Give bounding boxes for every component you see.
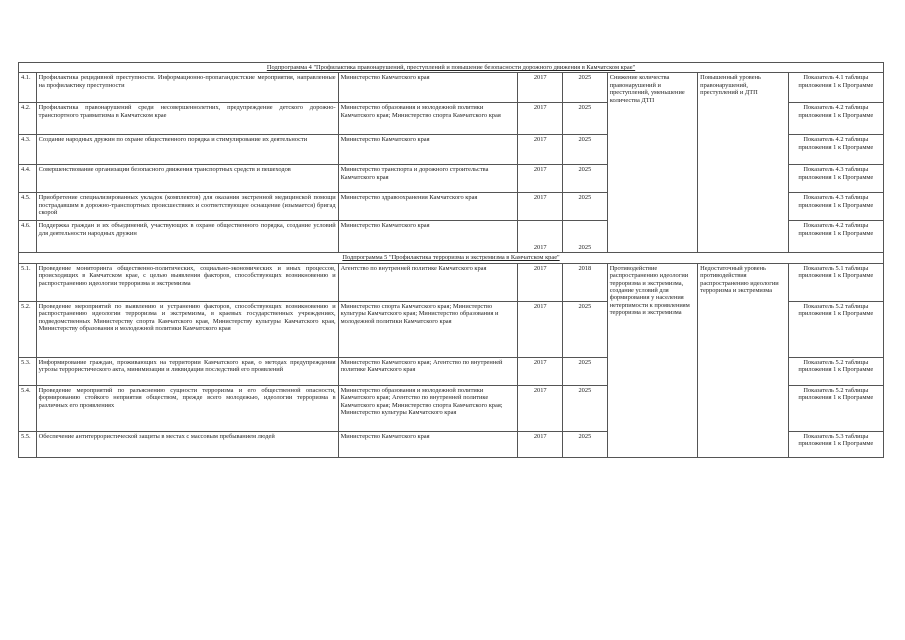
end-year: 2025: [563, 221, 608, 253]
measure-number: 4.3.: [19, 135, 37, 165]
end-year: 2025: [563, 301, 608, 357]
subprogram-header-row: [19, 253, 884, 263]
end-year: 2025: [563, 135, 608, 165]
start-year: 2017: [518, 165, 563, 193]
measure-name: Совершенствование организации безопасного движения транспортных средств и пешеходов: [36, 165, 338, 193]
indicator-reference: Показатель 5.2 таблицы приложения 1 к Программе: [788, 301, 883, 357]
measures-table: [18, 62, 884, 458]
measure-name: Проведение мероприятий по разъяснению сущности терроризма и его общественной опасности, формированию стойкого неприятия обществом, прежде всего молодежью, идеологии терроризма в различных его проявлениях: [36, 385, 338, 431]
subprogram-title-text: Подпрограмма 4 "Профилактика правонарушений, преступлений и повышение безопасности дорожного движения в Камчатском крае": [266, 64, 636, 71]
measure-executor: Министерство спорта Камчатского края; Министерство культуры Камчатского края; Министерство образования и молодежной политики Камчатского края: [338, 301, 518, 357]
start-year: 2017: [518, 135, 563, 165]
indicator-reference: Показатель 5.1 таблицы приложения 1 к Программе: [788, 263, 883, 301]
start-year: 2017: [518, 301, 563, 357]
measures-table-page: [18, 62, 884, 492]
measure-number: 4.5.: [19, 193, 37, 221]
indicator-reference: Показатель 5.2 таблицы приложения 1 к Программе: [788, 357, 883, 385]
measure-executor: Министерство здравоохранения Камчатского края: [338, 193, 518, 221]
measure-executor: Министерство транспорта и дорожного строительства Камчатского края: [338, 165, 518, 193]
subprogram-title: [19, 63, 884, 73]
indicator-reference: Показатель 5.3 таблицы приложения 1 к Программе: [788, 431, 883, 457]
measure-executor: Министерство Камчатского края: [338, 135, 518, 165]
end-year: 2025: [563, 193, 608, 221]
end-year: 2025: [563, 165, 608, 193]
end-year: 2025: [563, 73, 608, 103]
measure-executor: Министерство образования и молодежной политики Камчатского края; Агентство по внутренней политике Камчатского края; Министерство спорта Камчатского края; Министерство культуры Камчатского края: [338, 385, 518, 431]
start-year: 2017: [518, 357, 563, 385]
indicator-reference: Показатель 4.2 таблицы приложения 1 к Программе: [788, 135, 883, 165]
measure-number: 5.1.: [19, 263, 37, 301]
indicator-reference: Показатель 4.2 таблицы приложения 1 к Программе: [788, 103, 883, 135]
measure-name: Поддержка граждан и их объединений, участвующих в охране общественного порядка, создание условий для деятельности народных дружин: [36, 221, 338, 253]
measure-name: Профилактика правонарушений среди несовершеннолетних, предупреждение детского дорожно-транспортного травматизма в Камчатском крае: [36, 103, 338, 135]
end-year: 2025: [563, 357, 608, 385]
subprogram-header-row: [19, 63, 884, 73]
measure-number: 5.2.: [19, 301, 37, 357]
measure-executor: Агентство по внутренней политике Камчатского края: [338, 263, 518, 301]
end-year: 2025: [563, 385, 608, 431]
measure-name: Приобретение специализированных укладок (комплектов) для оказания экстренной медицинской помощи пострадавшим в дорожно-транспортных происшествиях и соответствующее оснащение (изымается) бригад скорой: [36, 193, 338, 221]
non-implementation-risk: Повышенный уровень правонарушений, преступлений и ДТП: [698, 73, 788, 253]
start-year: 2017: [518, 221, 563, 253]
measure-name: Проведение мероприятий по выявлению и устранению факторов, способствующих возникновению и распространению идеологии терроризма и экстремизма, в краевых государственных учреждениях, подведомственных Министерству спорта Камчатского края, Министерству культуры Камчатского края, Министерству образования и молодежной политики Камчатского края: [36, 301, 338, 357]
measure-number: 5.5.: [19, 431, 37, 457]
start-year: 2017: [518, 73, 563, 103]
end-year: 2018: [563, 263, 608, 301]
measure-executor: Министерство Камчатского края: [338, 221, 518, 253]
start-year: 2017: [518, 431, 563, 457]
non-implementation-risk: Недостаточный уровень противодействия распространению идеологии терроризма и экстремизма: [698, 263, 788, 457]
start-year: 2017: [518, 193, 563, 221]
start-year: 2017: [518, 385, 563, 431]
indicator-reference: Показатель 4.2 таблицы приложения 1 к Программе: [788, 221, 883, 253]
subprogram-title-text: Подпрограмма 5 "Профилактика терроризма и экстремизма в Камчатском крае": [342, 254, 560, 262]
table-row: [19, 263, 884, 301]
measure-name: Обеспечение антитеррористической защиты в местах с массовым пребыванием людей: [36, 431, 338, 457]
measure-name: Проведение мониторинга общественно-политических, социально-экономических и иных процессов, происходящих в Камчатском крае, с целью выявления факторов, способствующих возникновению и распространению идеологии терроризма и экстремизма: [36, 263, 338, 301]
start-year: 2017: [518, 103, 563, 135]
measure-executor: Министерство Камчатского края: [338, 431, 518, 457]
measure-name: Профилактика рецидивной преступности. Информационно-пропагандистские мероприятия, направленные на профилактику преступности: [36, 73, 338, 103]
end-year: 2025: [563, 431, 608, 457]
measure-name: Создание народных дружин по охране общественного порядка и стимулирование их деятельности: [36, 135, 338, 165]
measure-number: 4.2.: [19, 103, 37, 135]
end-year: 2025: [563, 103, 608, 135]
indicator-reference: Показатель 5.2 таблицы приложения 1 к Программе: [788, 385, 883, 431]
measure-name: Информирование граждан, проживающих на территории Камчатского края, о методах предупреждения угрозы террористического акта, минимизации и ликвидации последствий его проявлений: [36, 357, 338, 385]
measure-number: 4.6.: [19, 221, 37, 253]
measure-number: 5.4.: [19, 385, 37, 431]
table-row: [19, 73, 884, 103]
measure-number: 5.3.: [19, 357, 37, 385]
measure-executor: Министерство Камчатского края: [338, 73, 518, 103]
indicator-reference: Показатель 4.1 таблицы приложения 1 к Программе: [788, 73, 883, 103]
indicator-reference: Показатель 4.3 таблицы приложения 1 к Программе: [788, 165, 883, 193]
measure-number: 4.4.: [19, 165, 37, 193]
start-year: 2017: [518, 263, 563, 301]
subprogram-title: [19, 253, 884, 263]
expected-result: Снижение количества правонарушений и преступлений, уменьшение количества ДТП: [607, 73, 697, 253]
measure-executor: Министерство образования и молодежной политики Камчатского края; Министерство спорта Камчатского края: [338, 103, 518, 135]
measure-executor: Министерство Камчатского края; Агентство по внутренней политике Камчатского края: [338, 357, 518, 385]
measure-number: 4.1.: [19, 73, 37, 103]
expected-result: Противодействие распространению идеологии терроризма и экстремизма, создание условий для формирования у населения нетерпимости к проявлениям терроризма и экстремизма: [607, 263, 697, 457]
indicator-reference: Показатель 4.3 таблицы приложения 1 к Программе: [788, 193, 883, 221]
